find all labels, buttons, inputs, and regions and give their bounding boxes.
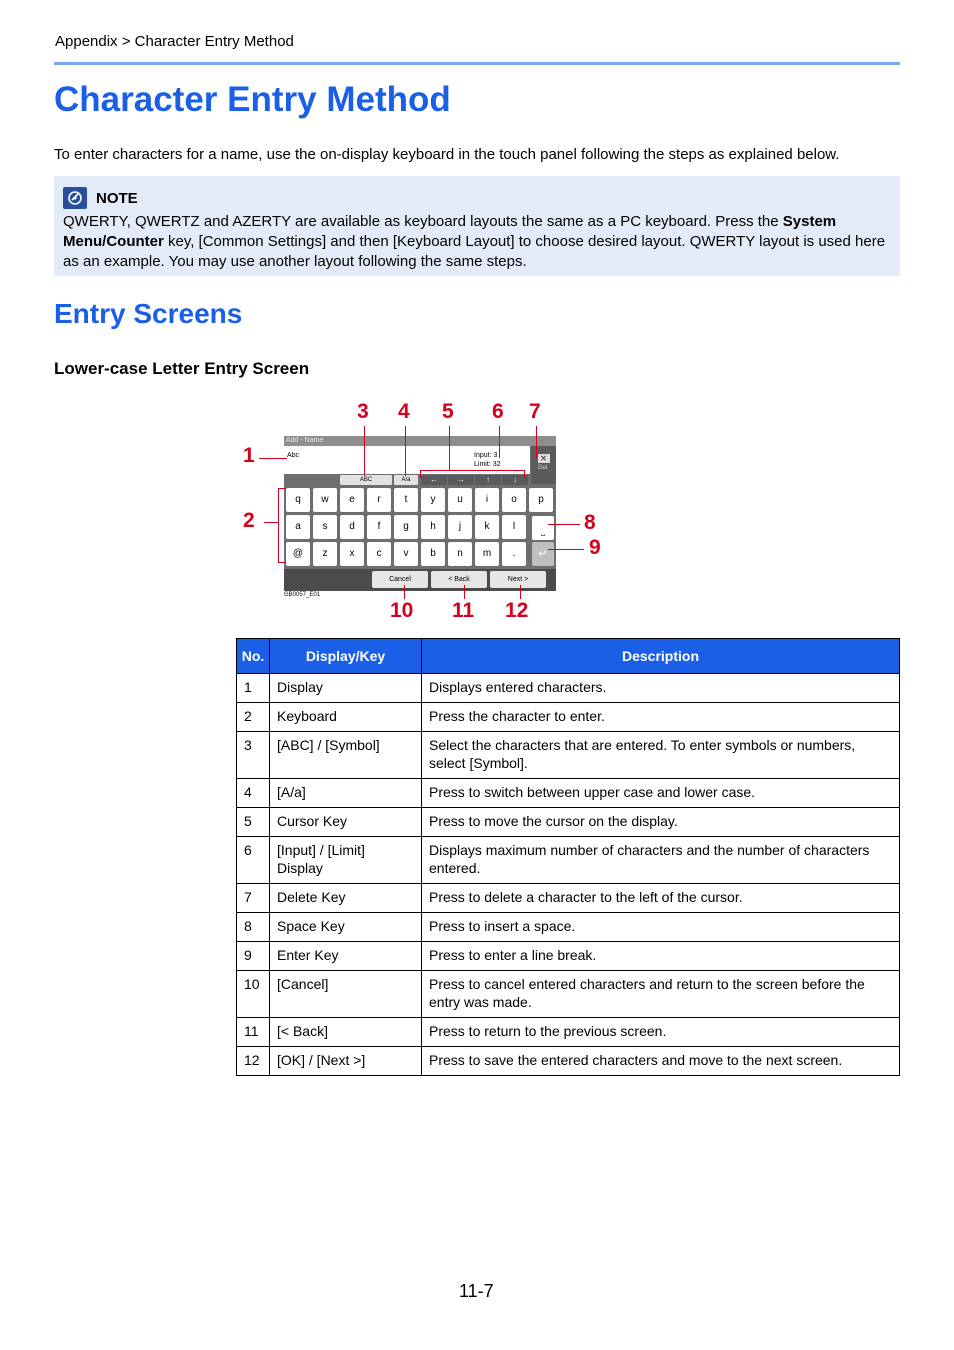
cell-no: 1: [237, 674, 270, 703]
key[interactable]: j: [448, 515, 472, 539]
page-number: 11-7: [459, 1281, 494, 1301]
cell-key: [A/a]: [270, 779, 422, 808]
table-row: [237, 674, 900, 703]
cell-description: Displays entered characters.: [422, 674, 900, 703]
key[interactable]: a: [286, 515, 310, 539]
key[interactable]: @: [286, 542, 310, 566]
callout-line-7: [536, 426, 537, 458]
key[interactable]: y: [421, 488, 445, 512]
callout-line-2: [264, 522, 278, 523]
callout-line-3: [364, 426, 365, 476]
cell-description: Press to save the entered characters and move to the next screen.: [422, 1047, 900, 1076]
cell-description: Press to switch between upper case and lower case.: [422, 779, 900, 808]
callout-11: 11: [452, 599, 475, 622]
note-title: NOTE: [96, 189, 138, 207]
cell-no: 9: [237, 942, 270, 971]
table-row: [237, 808, 900, 837]
cell-description: Press to return to the previous screen.: [422, 1018, 900, 1047]
cell-key: [OK] / [Next >]: [270, 1047, 422, 1076]
cell-no: 12: [237, 1047, 270, 1076]
delete-icon: ✕: [538, 454, 550, 463]
key[interactable]: t: [394, 488, 418, 512]
table-row: [237, 942, 900, 971]
key[interactable]: b: [421, 542, 445, 566]
callout-12: 12: [505, 599, 529, 622]
cell-description: Press to move the cursor on the display.: [422, 808, 900, 837]
callout-line-4: [405, 426, 406, 476]
callout-bracket-top-2: [278, 488, 286, 489]
table-row: [237, 732, 900, 779]
keyboard-figure: [230, 396, 630, 626]
display-text: Abc: [287, 452, 300, 459]
subsection-title: Lower-case Letter Entry Screen: [54, 359, 310, 378]
cell-no: 3: [237, 732, 270, 779]
callout-bracket-5: [420, 470, 524, 471]
back-button[interactable]: < Back: [431, 571, 487, 588]
cell-key: Enter Key: [270, 942, 422, 971]
callout-8: 8: [584, 511, 596, 534]
note-header: [63, 186, 890, 210]
input-value: 3: [493, 452, 498, 459]
limit-value: 32: [492, 461, 501, 468]
callout-line-6: [499, 426, 500, 458]
input-label: Input:: [474, 452, 492, 459]
key[interactable]: f: [367, 515, 391, 539]
header-description: Description: [422, 639, 900, 674]
page-title: Character Entry Method: [54, 80, 451, 119]
intro-text: To enter characters for a name, use the on-display keyboard in the touch panel following the steps as explained below.: [54, 146, 840, 163]
key[interactable]: s: [313, 515, 337, 539]
callout-line-8: [548, 524, 580, 525]
callout-2: 2: [243, 509, 255, 532]
screen-title: Add - Name: [284, 436, 556, 446]
key[interactable]: u: [448, 488, 472, 512]
key[interactable]: k: [475, 515, 499, 539]
key[interactable]: d: [340, 515, 364, 539]
callout-7: 7: [529, 400, 541, 423]
callout-3: 3: [357, 400, 369, 423]
callout-line-12: [520, 585, 521, 599]
cell-no: 4: [237, 779, 270, 808]
callout-line-11: [464, 585, 465, 599]
cell-no: 10: [237, 971, 270, 1018]
space-key[interactable]: ⎵: [532, 516, 554, 540]
header-rule: [54, 62, 900, 65]
cell-no: 6: [237, 837, 270, 884]
table-row: [237, 1018, 900, 1047]
table-row: [237, 884, 900, 913]
callout-6: 6: [492, 400, 504, 423]
cell-no: 7: [237, 884, 270, 913]
callout-bracket-bottom-2: [278, 562, 286, 563]
key[interactable]: .: [502, 542, 526, 566]
header-display-key: Display/Key: [270, 639, 422, 674]
key[interactable]: l: [502, 515, 526, 539]
callout-line-10: [404, 585, 405, 599]
callout-line-9: [548, 549, 584, 550]
key[interactable]: x: [340, 542, 364, 566]
callout-bracket-left-5: [420, 470, 421, 478]
cell-no: 2: [237, 703, 270, 732]
key[interactable]: h: [421, 515, 445, 539]
case-toggle-key[interactable]: A/a: [394, 475, 418, 485]
delete-key[interactable]: [531, 446, 556, 484]
bottom-bar: [284, 569, 556, 591]
header-no: No.: [237, 639, 270, 674]
callout-line-1: [259, 458, 287, 459]
cell-no: 5: [237, 808, 270, 837]
cell-key: Keyboard: [270, 703, 422, 732]
section-title: Entry Screens: [54, 298, 243, 329]
cursor-left-key[interactable]: ←: [421, 475, 447, 485]
cursor-up-key[interactable]: ↑: [475, 475, 501, 485]
callout-bracket-right-5: [524, 470, 525, 478]
touch-panel-screen: [284, 436, 556, 591]
breadcrumb: Appendix > Character Entry Method: [55, 33, 294, 50]
callout-bracket-2: [278, 488, 279, 562]
cell-no: 8: [237, 913, 270, 942]
key[interactable]: w: [313, 488, 337, 512]
cursor-right-key[interactable]: →: [448, 475, 474, 485]
cell-description: Displays maximum number of characters and the number of characters entered.: [422, 837, 900, 884]
callout-1: 1: [243, 444, 255, 467]
key[interactable]: p: [529, 488, 553, 512]
cell-description: Press to enter a line break.: [422, 942, 900, 971]
key[interactable]: m: [475, 542, 499, 566]
cancel-button[interactable]: Cancel: [372, 571, 428, 588]
cell-key: Delete Key: [270, 884, 422, 913]
table-header-row: [237, 639, 900, 674]
figure-code: GB0057_E01: [284, 592, 321, 598]
input-limit-display: [474, 451, 500, 469]
cell-key: Cursor Key: [270, 808, 422, 837]
callout-5: 5: [442, 400, 454, 423]
key[interactable]: r: [367, 488, 391, 512]
callout-10: 10: [390, 599, 414, 622]
limit-label: Limit:: [474, 461, 491, 468]
next-button[interactable]: Next >: [490, 571, 546, 588]
table-row: [237, 703, 900, 732]
key[interactable]: n: [448, 542, 472, 566]
key[interactable]: v: [394, 542, 418, 566]
cursor-down-key[interactable]: ↓: [502, 475, 528, 485]
cell-no: 11: [237, 1018, 270, 1047]
table-row: [237, 779, 900, 808]
cell-description: Press to cancel entered characters and return to the screen before the entry was made.: [422, 971, 900, 1018]
table-row: [237, 1047, 900, 1076]
key[interactable]: o: [502, 488, 526, 512]
cell-key: Space Key: [270, 913, 422, 942]
cell-key: Display: [270, 674, 422, 703]
cell-description: Select the characters that are entered. To enter symbols or numbers, select [Symbol].: [422, 732, 900, 779]
cell-key: [Cancel]: [270, 971, 422, 1018]
callout-line-5: [449, 426, 450, 470]
enter-key[interactable]: ↵: [532, 542, 554, 566]
delete-label: Del.: [538, 465, 549, 471]
callout-4: 4: [398, 400, 410, 423]
key[interactable]: q: [286, 488, 310, 512]
abc-symbol-key[interactable]: ABC: [340, 475, 392, 485]
table-row: [237, 971, 900, 1018]
cell-key: [Input] / [Limit] Display: [270, 837, 422, 884]
table-row: [237, 913, 900, 942]
key[interactable]: i: [475, 488, 499, 512]
note-icon: [63, 187, 87, 209]
cell-description: Press to insert a space.: [422, 913, 900, 942]
key[interactable]: z: [313, 542, 337, 566]
note-bold-key: System Menu/Counter: [63, 213, 837, 250]
table-row: [237, 837, 900, 884]
key[interactable]: c: [367, 542, 391, 566]
key[interactable]: e: [340, 488, 364, 512]
note-body: [63, 212, 890, 272]
note-box: [54, 176, 900, 276]
cell-description: Press the character to enter.: [422, 703, 900, 732]
cell-key: [ABC] / [Symbol]: [270, 732, 422, 779]
description-table: [236, 638, 900, 1076]
cell-key: [< Back]: [270, 1018, 422, 1047]
note-text-1: QWERTY, QWERTZ and AZERTY are available as keyboard layouts the same as a PC keyboard. Press the: [63, 213, 783, 230]
control-row: [284, 474, 530, 486]
cell-description: Press to delete a character to the left of the cursor.: [422, 884, 900, 913]
callout-9: 9: [589, 536, 601, 559]
note-text-2: key, [Common Settings] and then [Keyboard Layout] to choose desired layout. QWERTY layout is used here as an example. You may use another layout following the same steps.: [63, 233, 886, 270]
key[interactable]: g: [394, 515, 418, 539]
